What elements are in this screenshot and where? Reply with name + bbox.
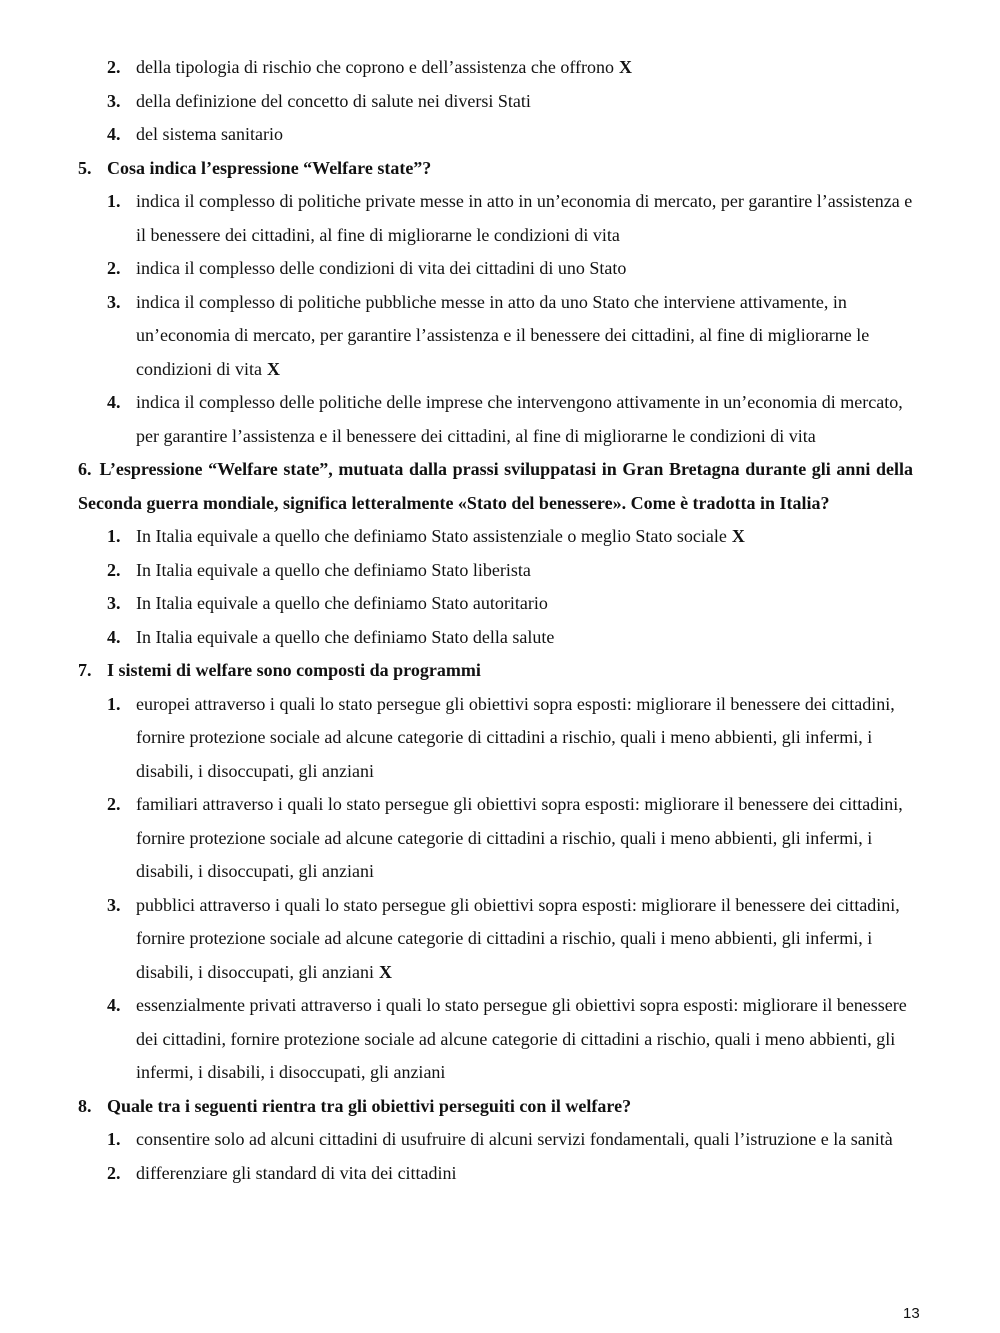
continued-options: [78, 51, 913, 152]
question: [78, 1090, 913, 1124]
question-text: Quale tra i seguenti rientra tra gli obiettivi perseguiti con il welfare?: [107, 1095, 632, 1116]
correct-answer-mark: X: [378, 961, 392, 982]
option-number: 2.: [107, 1162, 121, 1183]
option-text: In Italia equivale a quello che definiamo Stato autoritario: [136, 593, 548, 613]
option-text: indica il complesso delle condizioni di vita dei cittadini di uno Stato: [136, 258, 627, 278]
question-text: L’espressione “Welfare state”, mutuata dalla prassi sviluppatasi in Gran Bretagna durante gli anni della Seconda guerra mondiale, significa letteralmente «Stato del benessere». Come è tradotta in Italia?: [78, 459, 913, 513]
option-number: 4.: [107, 995, 121, 1015]
option-number: 1.: [107, 191, 121, 211]
page-number: 13: [903, 1305, 920, 1322]
answer-option: [107, 989, 913, 1090]
answer-option: [107, 889, 913, 990]
option-text: In Italia equivale a quello che definiamo Stato della salute: [136, 626, 555, 647]
question-text: I sistemi di welfare sono composti da programmi: [107, 660, 481, 680]
option-number: 4.: [107, 626, 121, 647]
option-text: della tipologia di rischio che coprono e dell’assistenza che offrono X: [136, 57, 633, 77]
option-number: 1.: [107, 1129, 121, 1149]
answer-option: [107, 286, 913, 387]
option-number: 4.: [107, 124, 121, 144]
answer-option: [107, 587, 913, 621]
question-number: 6.: [78, 459, 92, 479]
option-number: 4.: [107, 392, 121, 412]
option-number: 2.: [107, 57, 121, 77]
option-text: della definizione del concetto di salute nei diversi Stati: [136, 90, 531, 111]
option-number: 2.: [107, 258, 121, 278]
option-text: del sistema sanitario: [136, 124, 283, 144]
answer-option: [107, 118, 913, 152]
correct-answer-mark: X: [619, 57, 633, 77]
option-text: In Italia equivale a quello che definiamo Stato assistenziale o meglio Stato sociale X: [136, 526, 745, 546]
option-text: In Italia equivale a quello che definiamo Stato liberista: [136, 559, 531, 580]
option-text: europei attraverso i quali lo stato persegue gli obiettivi sopra esposti: migliorare il benessere dei cittadini, fornire protezione sociale ad alcune categorie di cittadini a rischio, quali i meno abbienti, gli infermi, i disabili, i disoccupati, gli anziani: [136, 693, 895, 781]
option-number: 3.: [107, 291, 121, 312]
option-text: consentire solo ad alcuni cittadini di usufruire di alcuni servizi fondamentali, quali l’istruzione e la sanità: [136, 1129, 893, 1149]
answer-option: [107, 252, 913, 286]
option-text: indica il complesso delle politiche delle imprese che intervengono attivamente in un’economia di mercato, per garantire l’assistenza e il benessere dei cittadini, al fine di migliorarne le condizioni di vita: [136, 392, 903, 446]
answer-option: [107, 554, 913, 588]
option-text: essenzialmente privati attraverso i quali lo stato persegue gli obiettivi sopra esposti: migliorare il benessere dei cittadini, fornire protezione sociale ad alcune categorie di cittadini a rischio, quali i meno abbienti, gli infermi, i disabili, i disoccupati, gli anziani: [136, 995, 907, 1082]
correct-answer-mark: X: [266, 358, 280, 379]
option-text: indica il complesso di politiche private messe in atto in un’economia di mercato, per garantire l’assistenza e il benessere dei cittadini, al fine di migliorarne le condizioni di vita: [136, 191, 913, 245]
question: [78, 654, 913, 688]
document-page: [78, 51, 913, 1190]
answer-option: [107, 85, 913, 119]
option-number: 3.: [107, 90, 121, 111]
question: [78, 152, 913, 186]
option-text: pubblici attraverso i quali lo stato persegue gli obiettivi sopra esposti: migliorare il benessere dei cittadini, fornire protezione sociale ad alcune categorie di cittadini a rischio, quali i meno abbienti, gli infermi, i disabili, i disoccupati, gli anziani X: [136, 894, 900, 982]
answer-option: [107, 520, 913, 554]
answer-option: [107, 688, 913, 789]
question: [78, 453, 913, 520]
answer-option: [107, 621, 913, 655]
question-block: [78, 654, 913, 1090]
option-number: 1.: [107, 693, 121, 714]
question-number: 8.: [78, 1095, 92, 1116]
answer-option: [107, 185, 913, 252]
answer-option: [107, 1157, 913, 1191]
option-number: 3.: [107, 593, 121, 613]
option-number: 1.: [107, 526, 121, 546]
question-block: [78, 453, 913, 654]
question-block: [78, 152, 913, 454]
answer-option: [107, 788, 913, 889]
answer-option: [107, 1123, 913, 1157]
option-text: indica il complesso di politiche pubbliche messe in atto da uno Stato che interviene attivamente, in un’economia di mercato, per garantire l’assistenza e il benessere dei cittadini, al fine di migliorarne le condizioni di vita X: [136, 291, 870, 379]
answer-option: [107, 386, 913, 453]
question-number: 7.: [78, 660, 92, 680]
answer-option: [107, 51, 913, 85]
correct-answer-mark: X: [731, 526, 745, 546]
option-text: familiari attraverso i quali lo stato persegue gli obiettivi sopra esposti: migliorare il benessere dei cittadini, fornire protezione sociale ad alcune categorie di cittadini a rischio, quali i meno abbienti, gli infermi, i disabili, i disoccupati, gli anziani: [136, 794, 903, 881]
option-number: 2.: [107, 794, 121, 814]
option-number: 2.: [107, 559, 121, 580]
question-number: 5.: [78, 157, 92, 178]
question-text: Cosa indica l’espressione “Welfare state”?: [107, 157, 432, 178]
question-block: [78, 1090, 913, 1191]
option-text: differenziare gli standard di vita dei cittadini: [136, 1162, 457, 1183]
option-number: 3.: [107, 894, 121, 915]
